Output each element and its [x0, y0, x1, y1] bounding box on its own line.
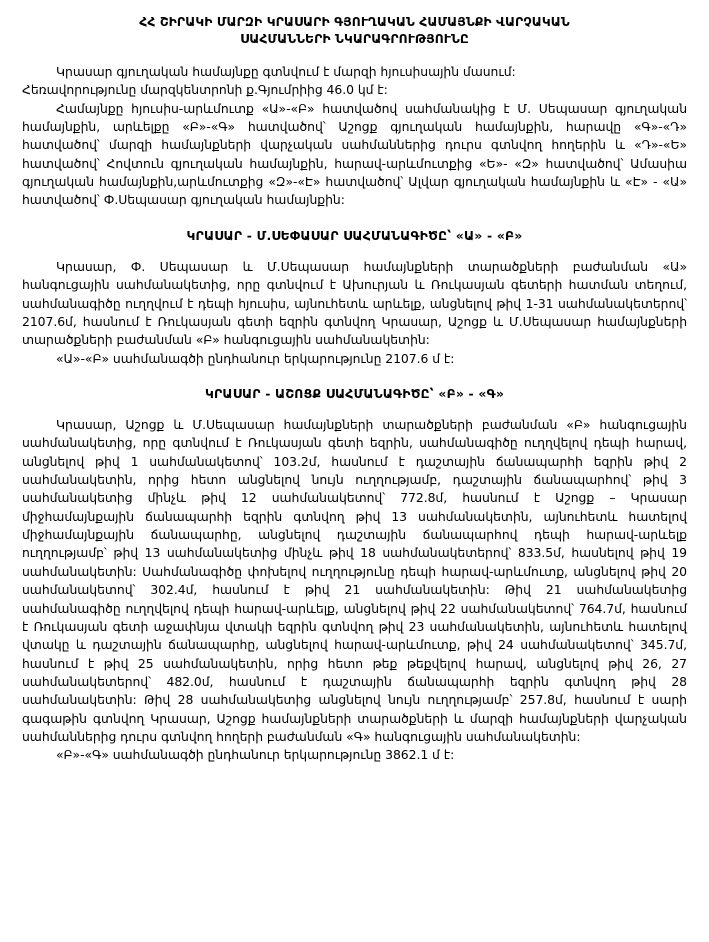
section-2-paragraph-1: Կրասար, Աշոցք և Մ.Սեպասար համայնքների տարածքների բաժանման «Բ» հանգուցային սահմանակետից, որը գտնվում է Ռուկասյան գետի եզրին, սահմանագիծը ուղղվելով դեպի հարավ, անցնելով թիվ 1 սահմանակետով՝ 103.2մ, հասնում է դաշտային ճանապարհի եզրին թիվ 2 սահմանակետին, որից հետո անցնելով նույն ուղղությամբ, դաշտային ճանապարհով՝ թիվ 3 սահմանակետից մինչև թիվ 12 սահմանակետով՝ 772.8մ, հասնում է Աշոցք – Կրասար միջհամայնքային ճանապարհի եզրին գտնվող թիվ 13 սահմանակետին, այնուհետև հատելով միջհամայնքային ճանապարհը, անցնելով դաշտային ճանապարհով դեպի հարավ-արևելք ուղղությամբ՝ թիվ 13 սահմանակետից մինչև թիվ 18 սահմանակետերով՝ 833.5մ, հասնելով թիվ 19 սահմանակետին: Սահմանագիծը փոխելով ուղղությունը դեպի հարավ-արևմուտք, անցնելով թիվ 20 սահմանակետով՝ 302.4մ, հասնում է թիվ 21 սահմանակետին: Թիվ 21 սահմանակետից սահմանագիծը ուղղվելով դեպի հարավ-արևելք, անցնելով թիվ 22 սահմանակետով՝ 764.7մ, հասնում է Ռուկասյան գետի աջափնյա վտակի եզրին գտնվող թիվ 23 սահմանակետին, այնուհետև հատելով վտակը և դաշտային ճանապարհը, անցնելով հարավ-արևմուտք, թիվ 24 սահմանակետով՝ 345.7մ, հասնում է թիվ 25 սահմանակետին, որից հետո թեք թեքվելով հարավ, անցնելով թիվ 26, 27 սահմանակետերով՝ 482.0մ, հասնում է դաշտային ճանապարհի եզրին գտնվող թիվ 28 սահմանակետին: Թիվ 28 սահմանակետից անցնելով նույն ուղղությամբ՝ 257.8մ, հասնում է սարի գագաթին գտնվող Կրասար, Աշոցք համայնքների տարածքների և մարզի համայնքների վարչական սահմաններից դուրս գտնվող հողերի բաժանման «Գ» հանգուցային սահմանակետին: [22, 416, 687, 745]
section-1-paragraph-1: Կրասար, Ф. Սեպասար և Մ.Սեպասար համայնքների տարածքների բաժանման «Ա» հանգուցային սահմանակետից, որը գտնվում է Ախուրյան և Ռուկասյան գետերի հատման տեղում, սահմանագիծը ուղղվում է դեպի հյուսիս, այնուհետև արևելք, անցնելով թիվ 1-31 սահմանակետերով՝ 2107.6մ, հասնում է Ռուկասյան գետի եզրին գտնվող Կրասար, Աշոցք և Մ.Սեպասար համայնքների տարածքների բաժանման «Բ» հանգուցային սահմանակետին: [22, 258, 687, 348]
intro-paragraph-2: Հեռավորությունը մարզկենտրոնի ք.Գյումրիից 46.0 կմ է: [22, 82, 388, 98]
page-title-line-2: ՍԱՀՄԱՆՆԵՐԻ ՆԿԱՐԱԳՐՈՒԹՅՈՒՆԸ [240, 32, 469, 47]
spacer-3 [22, 368, 687, 386]
page-title [28, 14, 681, 49]
spacer-2 [22, 243, 687, 258]
section-1-heading: ԿՐԱՍԱՐ - Մ.ՍԵՓԱՍԱՐ ՍԱՀՄԱՆԱԳԻԾԸ՝ «Ա» - «Բ» [186, 227, 523, 243]
section-2-heading: ԿՐԱՍԱՐ - ԱՇՈՑՔ ՍԱՀՄԱՆԱԳԻԾԸ՝ «Բ» - «Գ» [204, 385, 505, 401]
spacer-4 [22, 401, 687, 416]
page-title-line-1: ՀՀ ՇԻՐԱԿԻ ՄԱՐԶԻ ԿՐԱՍԱՐԻ ԳՅՈՒՂԱԿԱՆ ՀԱՄԱՅՆՔԻ ՎԱՐՉԱԿԱՆ [139, 15, 570, 29]
section-2-paragraph-2: «Բ»-«Գ» սահմանագծի ընդհանուր երկարությունը 3862.1 մ է: [56, 747, 455, 763]
intro-paragraph-1: Կրասար գյուղական համայնքը գտնվում է մարզի հյուսիսային մասում: [56, 63, 516, 79]
spacer-1 [22, 210, 687, 228]
section-1-paragraph-2: «Ա»-«Բ» սահմանագծի ընդհանուր երկարությունը 2107.6 մ է: [56, 350, 455, 366]
intro-paragraph-3: Համայնքը հյուսիս-արևմուտք «Ա»-«Բ» հատվածով սահմանակից է Մ. Սեպասար գյուղական համայնքին, արևելքը «Բ»-«Գ» հատվածով՝ Աշոցք գյուղական համայնքին, հարավը «Գ»-«Դ» հատվածով՝ մարզի համայնքների վարչական սահմաններից դուրս գտնվող հողերին և «Դ»-«Ե» հատվածով՝ Հովտուն գյուղական համայնքին, հարավ-արևմուտքից «Ե»- «Զ» հատվածով՝ Ամասիա գյուղական համայնքին,արևմուտքից «Զ»-«Է» հատվածով՝ Ալվար գյուղական համայնքին և «Է» - «Ա» հատվածով՝ Ф.Սեպասար գյուղական համայնքին: [22, 100, 687, 208]
